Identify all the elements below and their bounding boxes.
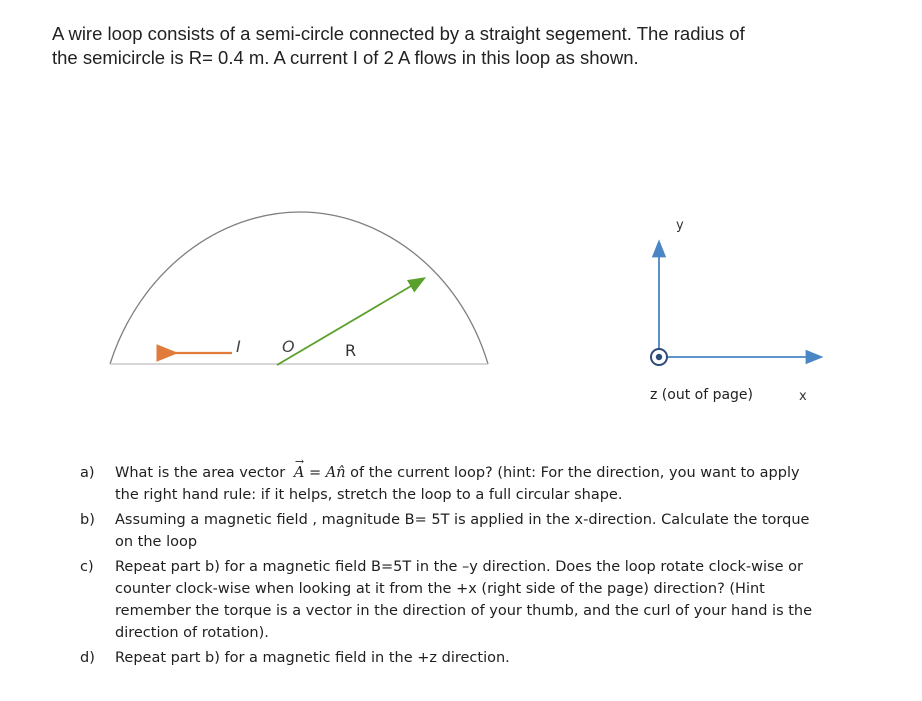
question-c-line-2: counter clock-wise when looking at it from the +x (right side of the page) direction? (Hint — [115, 581, 765, 597]
area-vector-letter: A — [293, 465, 305, 481]
question-b-line-2: on the loop — [115, 534, 198, 550]
question-c-line-3: remember the torque is a vector in the direction of your thumb, and the curl of your hand is the — [115, 603, 813, 619]
semicircle-arc — [110, 212, 488, 364]
area-vector-symbol — [293, 455, 305, 484]
question-c — [80, 556, 870, 644]
question-d-line-1: Repeat part b) for a magnetic field in the +z direction. — [115, 650, 510, 666]
question-d — [80, 647, 870, 669]
z-axis-label: z (out of page) — [650, 387, 754, 403]
question-b-label: b) — [80, 512, 95, 528]
question-c-label: c) — [80, 559, 94, 575]
question-a-line-1 — [115, 455, 870, 484]
question-a-post: of the current loop? (hint: For the direction, you want to apply — [345, 465, 800, 481]
intro-line-1: A wire loop consists of a semi-circle connected by a straight segement. The radius of — [52, 23, 745, 44]
question-b-line-1: Assuming a magnetic field , magnitude B= 5T is applied in the x-direction. Calculate the torque — [115, 512, 810, 528]
current-label: I — [236, 337, 241, 356]
y-axis-label: y — [676, 218, 684, 233]
question-c-line-1: Repeat part b) for a magnetic field B=5T in the –y direction. Does the loop rotate clock-wise or — [115, 559, 803, 575]
origin-label: O — [282, 337, 295, 356]
question-a-label: a) — [80, 465, 95, 481]
radius-label: R — [345, 341, 357, 360]
z-axis-dot-icon — [656, 354, 662, 360]
question-c-line-4: direction of rotation). — [115, 625, 269, 641]
x-axis-label: x — [799, 389, 807, 404]
question-a-pre: What is the area vector — [115, 465, 286, 481]
question-d-label: d) — [80, 650, 95, 666]
intro-line-2: the semicircle is R= 0.4 m. A current I of 2 A flows in this loop as shown. — [52, 47, 639, 68]
area-vector-arrow-icon: → — [294, 455, 305, 468]
question-a-eq: = — [304, 465, 326, 481]
question-a-rhs: An̂ — [325, 465, 346, 481]
question-a-line-2: the right hand rule: if it helps, stretch the loop to a full circular shape. — [115, 487, 623, 503]
question-list — [80, 455, 870, 669]
question-b — [80, 509, 870, 553]
question-a — [80, 455, 870, 506]
